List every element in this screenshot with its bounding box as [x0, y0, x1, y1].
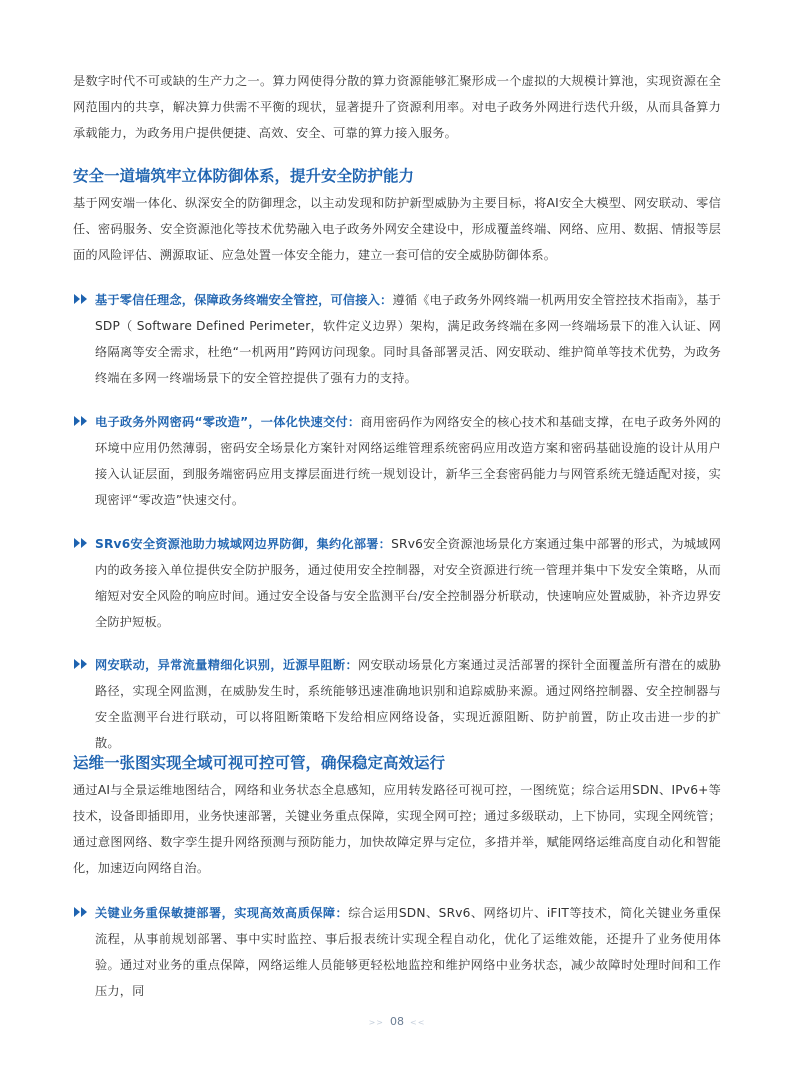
bullet-text: [95, 287, 721, 391]
double-arrow-bullet-icon: [73, 536, 91, 550]
page-footer: [0, 1015, 794, 1028]
bullet-body: 商用密码作为网络安全的核心技术和基础支撑，在电子政务外网的环境中应用仍然薄弱，密码安全场景化方案针对网络运维管理系统密码应用改造方案和密码基础设施的设计从用户接入认证层面，到服务端密码应用支撑层面进行统一规划设计，新华三全套密码能力与网管系统无缝适配对接，实现密评“零改造”快速交付。: [95, 415, 721, 507]
bullet-text: [95, 652, 721, 756]
bullet-crypto: [73, 409, 721, 513]
bullet-zero-trust: [73, 287, 721, 391]
double-arrow-bullet-icon: [73, 657, 91, 671]
section-heading-security: 安全一道墙筑牢立体防御体系，提升安全防护能力: [73, 167, 415, 185]
bullet-srv6-pool: [73, 531, 721, 635]
bullet-body: 网安联动场景化方案通过灵活部署的探针全面覆盖所有潜在的威胁路径，实现全网监测，在威胁发生时，系统能够迅速准确地识别和追踪威胁来源。通过网络控制器、安全控制器与安全监测平台进行联动，可以将阻断策略下发给相应网络设备，实现近源阻断、防护前置，防止攻击进一步的扩散。: [95, 658, 721, 750]
double-arrow-bullet-icon: [73, 905, 91, 919]
bullet-lead: 电子政务外网密码“零改造”，一体化快速交付：: [95, 415, 361, 429]
bullet-lead: 关键业务重保敏捷部署，实现高效高质保障：: [95, 906, 349, 920]
intro-paragraph: 是数字时代不可或缺的生产力之一。算力网使得分散的算力资源能够汇聚形成一个虚拟的大规模计算池，实现资源在全网范围内的共享，解决算力供需不平衡的现状，显著提升了资源利用率。对电子政务外网进行迭代升级，从而具备算力承载能力，为政务用户提供便捷、高效、安全、可靠的算力接入服务。: [73, 74, 721, 140]
operations-intro-paragraph: 通过AI与全景运维地图结合，网络和业务状态全息感知，应用转发路径可视可控，一图统览；综合运用SDN、IPv6+等技术，设备即插即用，业务快速部署，关键业务重点保障，实现全网可控；通过多级联动，上下协同，实现全网统管；通过意图网络、数字孪生提升网络预测与预防能力，加快故障定界与定位，多措并举，赋能网络运维高度自动化和智能化，加速迈向网络自治。: [73, 783, 721, 875]
security-intro-paragraph: 基于网安端一体化、纵深安全的防御理念，以主动发现和防护新型威胁为主要目标，将AI安全大模型、网安联动、零信任、密码服务、安全资源池化等技术优势融入电子政务外网安全建设中，形成覆盖终端、网络、应用、数据、情报等层面的风险评估、溯源取证、应急处置一体安全能力，建立一套可信的安全威胁防御体系。: [73, 196, 721, 262]
bullet-body: 遵循《电子政务外网终端一机两用安全管控技术指南》，基于SDP（ Software Defined Perimeter，软件定义边界）架构，满足政务终端在多网一终端场景下的准入认证、网络隔离等安全需求，杜绝“一机两用”跨网访问现象。同时具备部署灵活、网安联动、维护简单等技术优势，为政务终端在多网一终端场景下的安全管控提供了强有力的支持。: [95, 293, 721, 385]
footer-right-marks: <<: [410, 1018, 426, 1027]
bullet-text: [95, 531, 721, 635]
section-heading-operations: 运维一张图实现全域可视可控可管，确保稳定高效运行: [73, 754, 446, 772]
bullet-network-security-linkage: [73, 652, 721, 756]
bullet-body: SRv6安全资源池场景化方案通过集中部署的形式，为城域网内的政务接入单位提供安全防护服务，通过使用安全控制器，对安全资源进行统一管理并集中下发安全策略，从而缩短对安全风险的响应时间。通过安全设备与安全监测平台/安全控制器分析联动，快速响应处置威胁，补齐边界安全防护短板。: [95, 537, 721, 629]
bullet-lead: SRv6安全资源池助力城域网边界防御，集约化部署：: [95, 537, 392, 551]
bullet-text: [95, 409, 721, 513]
double-arrow-bullet-icon: [73, 292, 91, 306]
bullet-key-service-assurance: [73, 900, 721, 1004]
bullet-lead: 网安联动，异常流量精细化识别，近源早阻断：: [95, 658, 358, 672]
footer-left-marks: >>: [368, 1018, 384, 1027]
bullet-text: [95, 900, 721, 1004]
bullet-lead: 基于零信任理念，保障政务终端安全管控，可信接入：: [95, 293, 393, 307]
bullet-body: 综合运用SDN、SRv6、网络切片、iFIT等技术，简化关键业务重保流程，从事前规划部署、事中实时监控、事后报表统计实现全程自动化，优化了运维效能，还提升了业务使用体验。通过对业务的重点保障，网络运维人员能够更轻松地监控和维护网络中业务状态，减少故障时处理时间和工作压力，同: [95, 906, 721, 998]
double-arrow-bullet-icon: [73, 414, 91, 428]
page-number: 08: [390, 1015, 404, 1028]
